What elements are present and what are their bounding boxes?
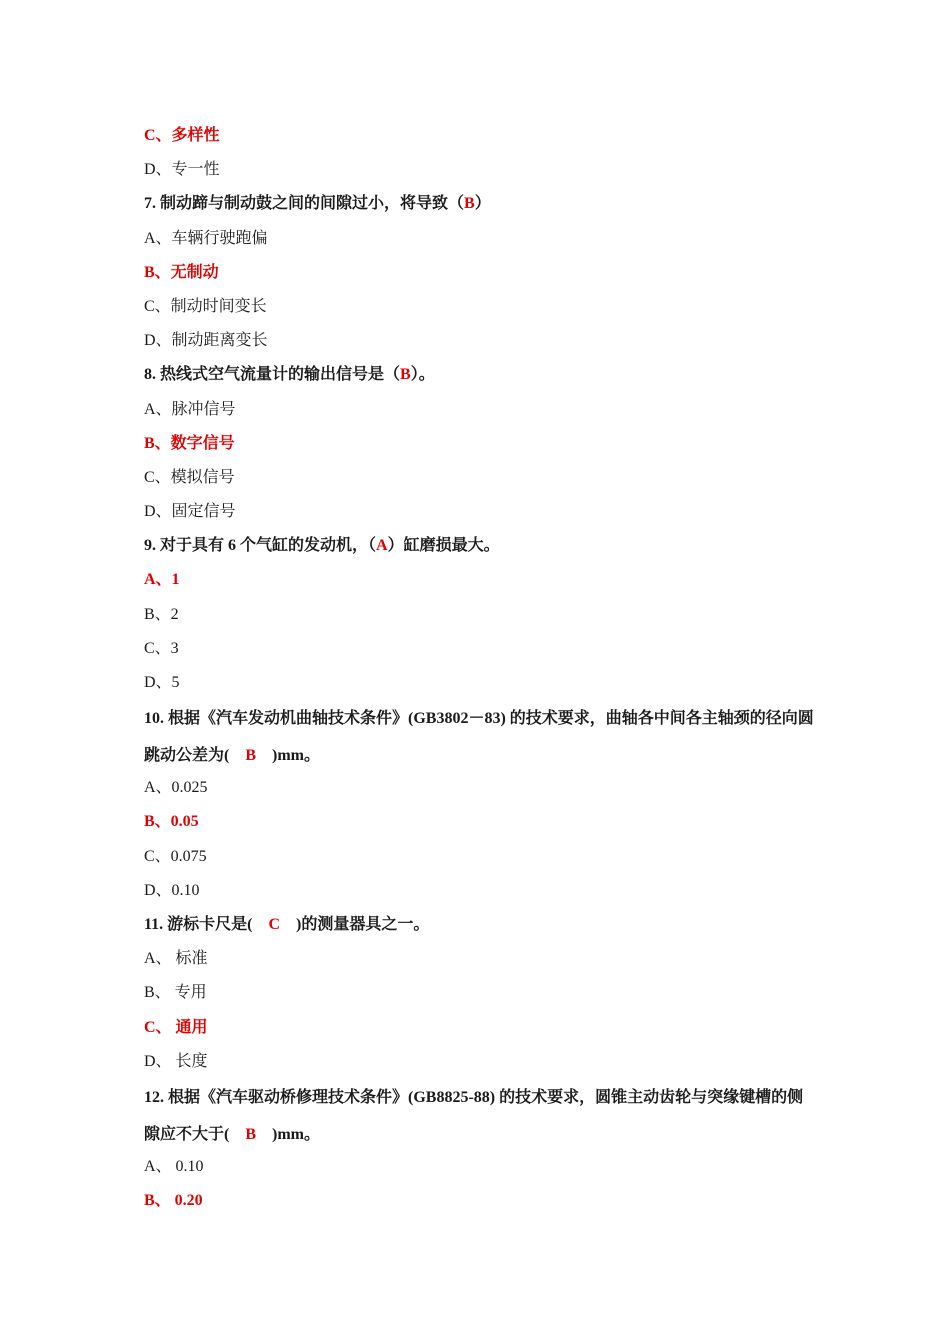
answer-option: A、车辆行驶跑偏 (144, 229, 268, 247)
answer-letter: B (245, 747, 257, 765)
answer-option: D、制动距离变长 (144, 332, 268, 350)
answer-option: D、专一性 (144, 161, 220, 179)
question-stem-end: )mm。 (256, 1125, 321, 1143)
answer-option: C、模拟信号 (144, 468, 235, 486)
question-stem-end: ）。 (410, 366, 435, 384)
answer-option: C、0.075 (144, 847, 207, 865)
correct-option: B、 0.20 (144, 1192, 203, 1210)
answer-option: C、3 (144, 639, 179, 657)
answer-option: B、 专用 (144, 984, 207, 1002)
question-stem-end: ）缸磨损最大。 (387, 537, 500, 555)
answer-letter: B (464, 195, 475, 213)
question-text (144, 358, 814, 392)
question-text (144, 700, 814, 774)
question-stem: 8. 热线式空气流量计的输出信号是（ (144, 366, 401, 384)
question-stem: 9. 对于具有 6 个气缸的发动机，（ (144, 537, 377, 555)
answer-option: C、制动时间变长 (144, 297, 267, 315)
answer-option: D、0.10 (144, 881, 200, 899)
answer-option: A、0.025 (144, 779, 208, 797)
question-stem: 12. 根据《汽车驱动桥修理技术条件》(GB8825-88) 的技术要求，圆锥主动齿轮与突缘键槽的侧隙应不大于( (144, 1088, 804, 1143)
answer-option: A、 0.10 (144, 1157, 204, 1175)
answer-option: D、固定信号 (144, 503, 236, 521)
question-list (144, 119, 814, 1218)
correct-option: B、数字信号 (144, 434, 235, 452)
answer-letter: B (245, 1125, 257, 1143)
question-text (144, 908, 814, 942)
question-stem-end: )的测量器具之一。 (280, 915, 430, 933)
question-text (144, 529, 814, 563)
answer-option: A、 标准 (144, 950, 208, 968)
answer-option: B、2 (144, 605, 179, 623)
correct-option: A、1 (144, 571, 180, 589)
correct-option: C、多样性 (144, 127, 220, 144)
answer-option: D、5 (144, 674, 180, 691)
question-stem-end: )mm。 (256, 747, 321, 765)
answer-letter: C (268, 915, 281, 933)
correct-option: B、0.05 (144, 813, 199, 831)
question-text (144, 1079, 814, 1153)
question-stem: 11. 游标卡尺是( (144, 915, 269, 933)
correct-option: B、无制动 (144, 263, 219, 281)
answer-letter: A (376, 537, 388, 555)
answer-option: A、脉冲信号 (144, 400, 236, 418)
question-stem: 7. 制动蹄与制动鼓之间的间隙过小，将导致（ (144, 195, 465, 213)
question-text (144, 187, 814, 221)
question-stem-end: ） (474, 195, 491, 213)
question-stem: 10. 根据《汽车发动机曲轴技术条件》(GB3802－83) 的技术要求，曲轴各中间各主轴颈的径向圆跳动公差为( (144, 710, 814, 765)
answer-letter: B (400, 366, 411, 384)
answer-option: D、 长度 (144, 1052, 208, 1070)
correct-option: C、 通用 (144, 1018, 208, 1036)
